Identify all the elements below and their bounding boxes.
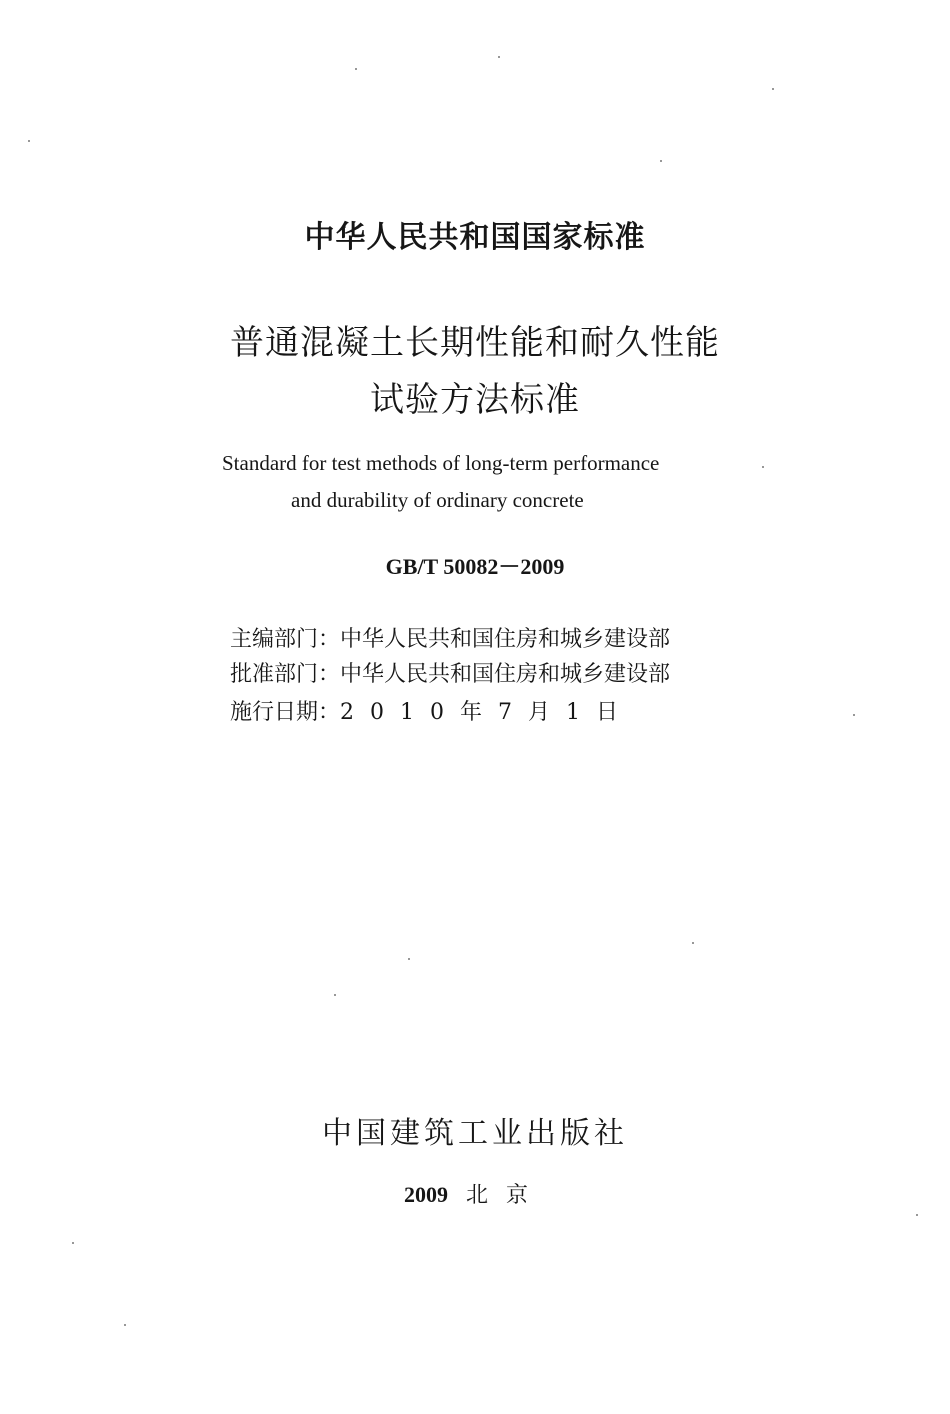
scan-speck	[408, 958, 410, 960]
publication-city: 北京	[465, 1183, 546, 1208]
title-cn-line2: 试验方法标准	[370, 380, 580, 420]
scan-speck	[355, 68, 357, 70]
effective-date	[230, 695, 634, 726]
scan-speck	[334, 994, 336, 996]
scan-speck	[916, 1214, 918, 1216]
approver-label: 批准部门：	[230, 662, 341, 687]
scan-speck	[498, 56, 500, 58]
scan-speck	[28, 140, 30, 142]
publisher-name: 中国建筑工业出版社	[322, 1116, 628, 1151]
scan-speck	[853, 714, 855, 716]
effective-value: 2010年7月1日	[340, 700, 634, 725]
effective-label: 施行日期：	[230, 700, 341, 725]
series-title: 中华人民共和国国家标准	[304, 220, 646, 255]
editor-label: 主编部门：	[230, 627, 341, 652]
scan-speck	[124, 1324, 126, 1326]
scan-speck	[762, 466, 764, 468]
title-en-line2: and durability of ordinary concrete	[291, 488, 584, 512]
scan-speck	[692, 942, 694, 944]
title-cn-line1: 普通混凝土长期性能和耐久性能	[230, 323, 720, 363]
approver-value: 中华人民共和国住房和城乡建设部	[340, 662, 671, 687]
scan-speck	[660, 160, 662, 162]
scan-speck	[772, 88, 774, 90]
editor-value: 中华人民共和国住房和城乡建设部	[340, 627, 671, 652]
standard-code: GB/T 50082－2009	[385, 554, 565, 579]
editor-department	[230, 622, 670, 653]
title-en-line1: Standard for test methods of long-term performance	[222, 451, 660, 475]
publication-place	[0, 1178, 950, 1209]
approver-department	[230, 657, 670, 688]
scan-speck	[72, 1242, 74, 1244]
publication-year: 2009	[403, 1182, 448, 1207]
